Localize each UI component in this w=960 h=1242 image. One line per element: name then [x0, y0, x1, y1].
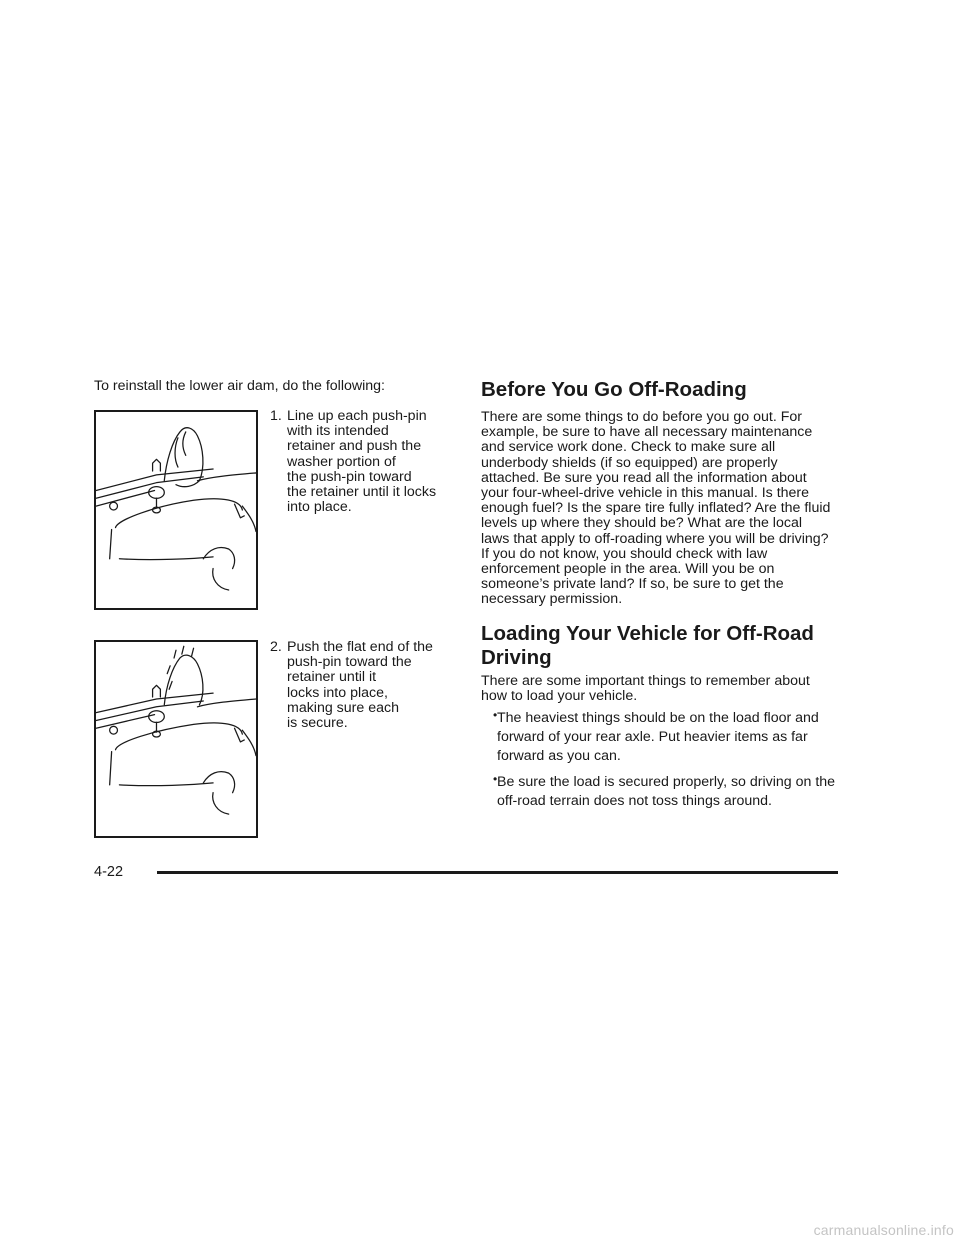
- bullet-icon: •: [493, 772, 498, 786]
- bullet-text: The heaviest things should be on the load floor and forward of your rear axle. Put heavier items as far forward as you can.: [497, 710, 819, 764]
- paragraph-before-off-roading: There are some things to do before you go out. For example, be sure to have all necessary maintenance and service work done. Check to make sure all underbody shields (if so equipped) are properly attached. Be sure you read all the information about your four-wheel-drive vehicle in this manual. Is there enough fuel? Is the spare tire fully inflated? Are the fluid levels up where they should be? What are the local laws that apply to off-roading where you will be driving? If you do not know, you should check with law enforcement people in the area. Will you be on someone’s private land? If so, be sure to get the necessary permission.: [481, 409, 831, 608]
- step-1-text: Line up each push-pin with its intended retainer and push the washer portion of the push-pin toward the retainer until it locks into place.: [287, 408, 437, 516]
- push-pin-illustration-1: [96, 412, 256, 608]
- bullet-text: Be sure the load is secured properly, so driving on the off-road terrain does not toss things around.: [497, 774, 836, 809]
- list-item: [481, 709, 841, 766]
- bullet-icon: •: [493, 708, 498, 722]
- figure-push-pin-secure: [94, 640, 258, 838]
- step-2-number: 2.: [270, 639, 282, 655]
- step-1: [270, 409, 460, 515]
- step-1-number: 1.: [270, 408, 282, 424]
- step-2: [270, 640, 460, 731]
- intro-text: To reinstall the lower air dam, do the following:: [94, 378, 385, 394]
- footer-divider: [157, 871, 838, 874]
- heading-loading-vehicle: Loading Your Vehicle for Off-Road Driving: [481, 622, 814, 669]
- watermark: carmanualsonline.info: [813, 1222, 954, 1238]
- list-item: [481, 773, 841, 811]
- paragraph-loading-vehicle: There are some important things to remember about how to load your vehicle.: [481, 673, 810, 705]
- heading-before-off-roading: Before You Go Off-Roading: [481, 378, 747, 401]
- page-number: 4-22: [94, 864, 124, 880]
- step-2-text: Push the flat end of the push-pin toward the retainer until it locks into place, making sure each is secure.: [287, 639, 433, 732]
- figure-push-pin-line-up: [94, 410, 258, 610]
- push-pin-illustration-2: [96, 642, 256, 836]
